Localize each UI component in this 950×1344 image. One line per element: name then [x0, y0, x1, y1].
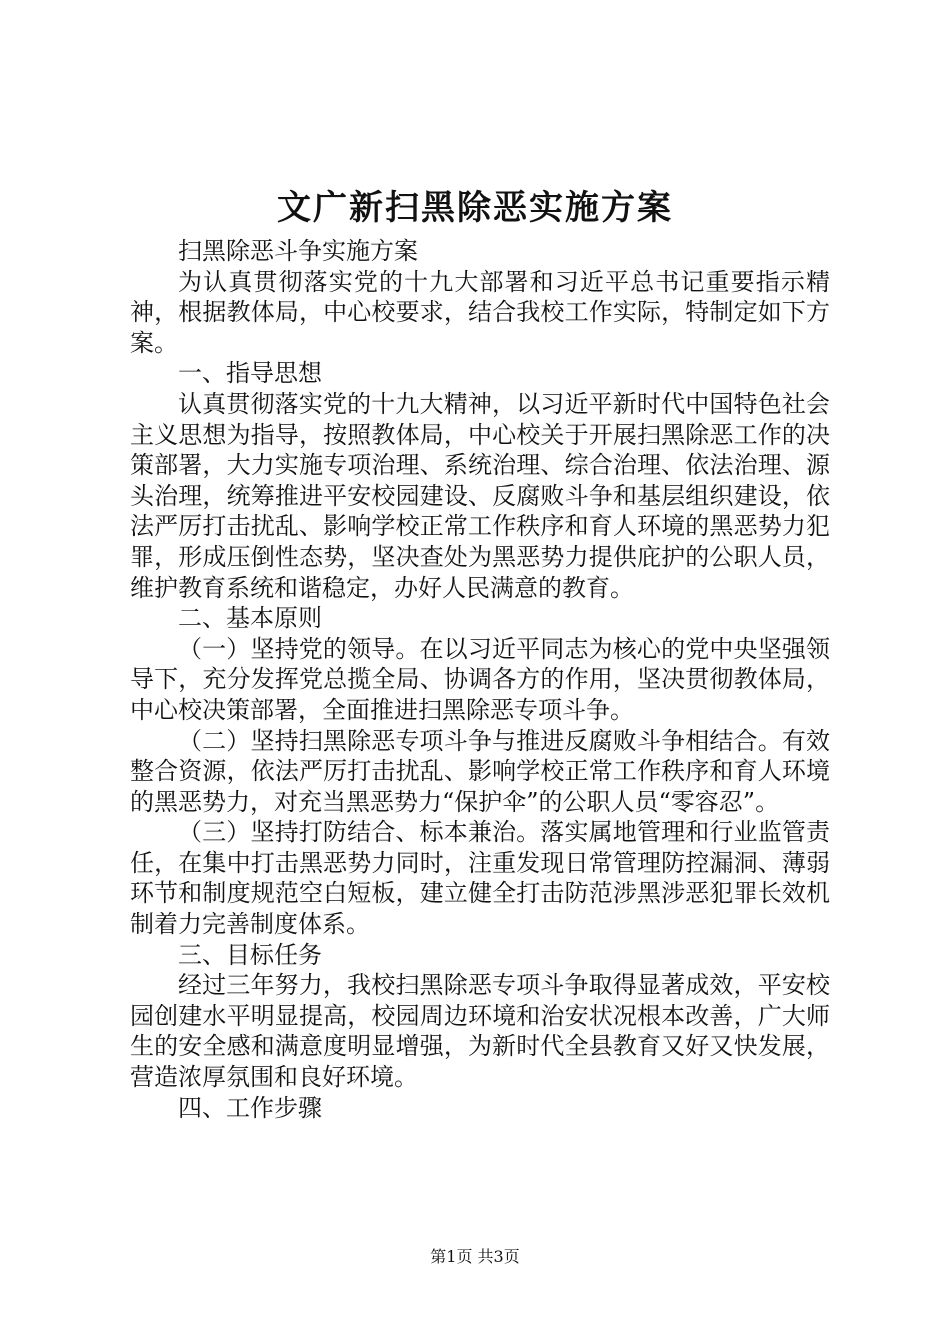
paragraph-principle-1: （一）坚持党的领导。在以习近平同志为核心的党中央坚强领导下，充分发挥党总揽全局、协调各方的作用，坚决贯彻教体局，中心校决策部署，全面推进扫黑除恶专项斗争。 [130, 634, 830, 724]
section-heading-work-steps: 四、工作步骤 [178, 1093, 322, 1122]
document-body [130, 236, 830, 1123]
section-heading-basic-principles: 二、基本原则 [178, 604, 322, 633]
paragraph-goals: 经过三年努力，我校扫黑除恶专项斗争取得显著成效，平安校园创建水平明显提高，校园周边环境和治安状况根本改善，广大师生的安全感和满意度明显增强，为新时代全县教育又好又快发展，营造浓厚氛围和良好环境。 [130, 971, 830, 1092]
paragraph-guiding-ideology: 认真贯彻落实党的十九大精神，以习近平新时代中国特色社会主义思想为指导，按照教体局，中心校关于开展扫黑除恶工作的决策部署，大力实施专项治理、系统治理、综合治理、依法治理、源头治理，统筹推进平安校园建设、反腐败斗争和基层组织建设，依法严厉打击扰乱、影响学校正常工作秩序和育人环境的黑恶势力犯罪，形成压倒性态势，坚决查处为黑恶势力提供庇护的公职人员，维护教育系统和谐稳定，办好人民满意的教育。 [130, 389, 830, 602]
section-heading-guiding-ideology: 一、指导思想 [178, 359, 322, 388]
page-number-footer: 第1页 共3页 [430, 1247, 520, 1266]
section-heading-goals: 三、目标任务 [178, 940, 322, 969]
document-title: 文广新扫黑除恶实施方案 [277, 188, 673, 228]
paragraph-principle-2: （二）坚持扫黑除恶专项斗争与推进反腐败斗争相结合。有效整合资源，依法严厉打击扰乱、影响学校正常工作秩序和育人环境的黑恶势力，对充当黑恶势力“保护伞”的公职人员“零容忍”。 [130, 726, 830, 816]
paragraph-subtitle: 扫黑除恶斗争实施方案 [178, 237, 418, 265]
paragraph-intro: 为认真贯彻落实党的十九大部署和习近平总书记重要指示精神，根据教体局，中心校要求，结合我校工作实际，特制定如下方案。 [130, 267, 830, 357]
paragraph-principle-3: （三）坚持打防结合、标本兼治。落实属地管理和行业监管责任，在集中打击黑恶势力同时，注重发现日常管理防控漏洞、薄弱环节和制度规范空白短板，建立健全打击防范涉黑涉恶犯罪长效机制着力完善制度体系。 [130, 818, 830, 939]
